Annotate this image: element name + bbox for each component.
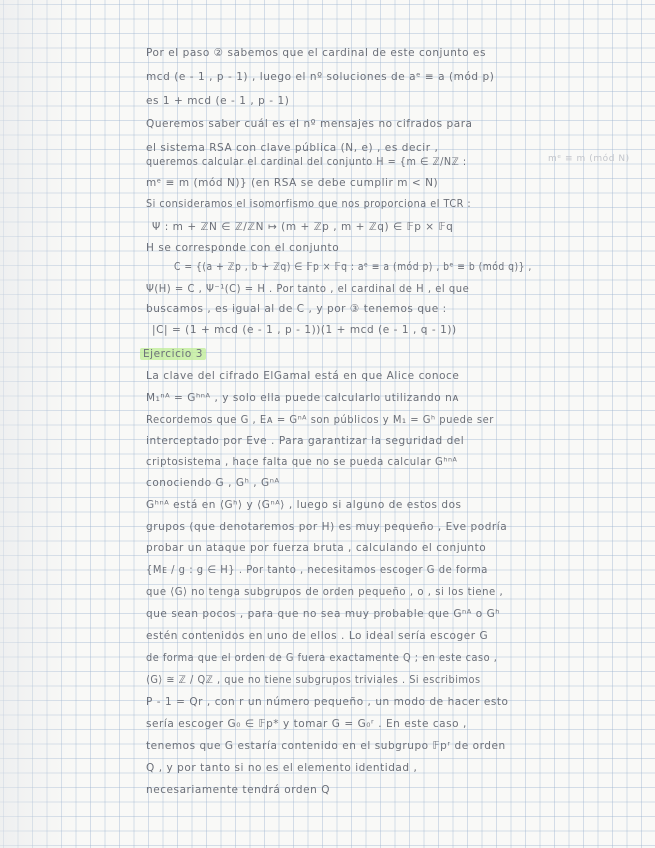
note-line: Si consideramos el isomorfismo que nos proporciona el TCR :	[146, 198, 472, 210]
exercise-heading	[140, 347, 206, 361]
note-line: grupos (que denotaremos por H) es muy pequeño , Eve podría	[146, 521, 508, 533]
note-line: Ψ : m + ℤN ∈ ℤ/ℤN ↦ (m + ℤp , m + ℤq) ∈ 𝔽p × 𝔽q	[152, 221, 454, 233]
note-line: necesariamente tendrá orden Q	[146, 784, 331, 796]
note-line: que sean pocos , para que no sea muy probable que Gⁿᴬ o Gʰ	[146, 608, 501, 620]
note-line: Queremos saber cuál es el nº mensajes no cifrados para	[146, 118, 473, 130]
note-line: el sistema RSA con clave pública (N, e) , es decir ,	[146, 142, 439, 154]
note-line: Recordemos que G , Eᴀ = Gⁿᴬ son públicos y M₁ = Gʰ puede ser	[146, 414, 494, 426]
note-line: mᵉ ≡ m (mód N)} (en RSA se debe cumplir m < N)	[146, 177, 439, 189]
note-line: {Mᴇ / g : g ∈ H} . Por tanto , necesitamos escoger G de forma	[146, 564, 488, 576]
note-line: de forma que el orden de G fuera exactamente Q ; en este caso ,	[146, 652, 498, 664]
exercise-title: Ejercicio 3	[140, 348, 206, 360]
note-line: Por el paso ② sabemos que el cardinal de este conjunto es	[146, 47, 486, 59]
note-line: buscamos , es igual al de C , y por ③ tenemos que :	[146, 303, 447, 315]
note-line: |C| = (1 + mcd (e - 1 , p - 1))(1 + mcd (e - 1 , q - 1))	[152, 324, 457, 336]
note-line: conociendo G , Gʰ , Gⁿᴬ	[146, 477, 280, 489]
note-line: Gʰⁿᴬ está en ⟨Gʰ⟩ y ⟨Gⁿᴬ⟩ , luego si alguno de estos dos	[146, 499, 462, 511]
note-line: sería escoger G₀ ∈ 𝔽p* y tomar G = G₀ʳ . En este caso ,	[146, 718, 467, 730]
note-line: La clave del cifrado ElGamal está en que Alice conoce	[146, 370, 460, 382]
note-line: Ψ(H) = C , Ψ⁻¹(C) = H . Por tanto , el cardinal de H , el que	[146, 283, 470, 295]
note-line: tenemos que G estaría contenido en el subgrupo 𝔽pʳ de orden	[146, 740, 506, 752]
note-line: estén contenidos en uno de ellos . Lo ideal sería escoger G	[146, 630, 489, 642]
note-line: que ⟨G⟩ no tenga subgrupos de orden pequeño , o , si los tiene ,	[146, 586, 504, 598]
note-line: queremos calcular el cardinal del conjunto H = {m ∈ ℤ/Nℤ :	[146, 156, 467, 168]
note-line: probar un ataque por fuerza bruta , calculando el conjunto	[146, 542, 487, 554]
note-line: C = {(a + ℤp , b + ℤq) ∈ 𝔽p × 𝔽q : aᵉ ≡ a (mód p) , bᵉ ≡ b (mód q)} ,	[174, 261, 532, 273]
faint-margin-note: mᵉ ≡ m (mód N)	[548, 154, 630, 164]
note-line: interceptado por Eve . Para garantizar la seguridad del	[146, 435, 465, 447]
note-line: criptosistema , hace falta que no se pueda calcular Gʰⁿᴬ	[146, 456, 458, 468]
note-line: mcd (e - 1 , p - 1) , luego el nº soluciones de aᵉ ≡ a (mód p)	[146, 71, 495, 83]
note-line: H se corresponde con el conjunto	[146, 242, 340, 254]
note-line: es 1 + mcd (e - 1 , p - 1)	[146, 95, 290, 107]
note-line: M₁ⁿᴬ = Gʰⁿᴬ , y solo ella puede calcularlo utilizando nᴀ	[146, 392, 460, 404]
note-line: Q , y por tanto si no es el elemento identidad ,	[146, 762, 418, 774]
note-line: P - 1 = Qr , con r un número pequeño , un modo de hacer esto	[146, 696, 509, 708]
note-line: ⟨G⟩ ≅ ℤ / Qℤ , que no tiene subgrupos triviales . Si escribimos	[146, 674, 481, 686]
